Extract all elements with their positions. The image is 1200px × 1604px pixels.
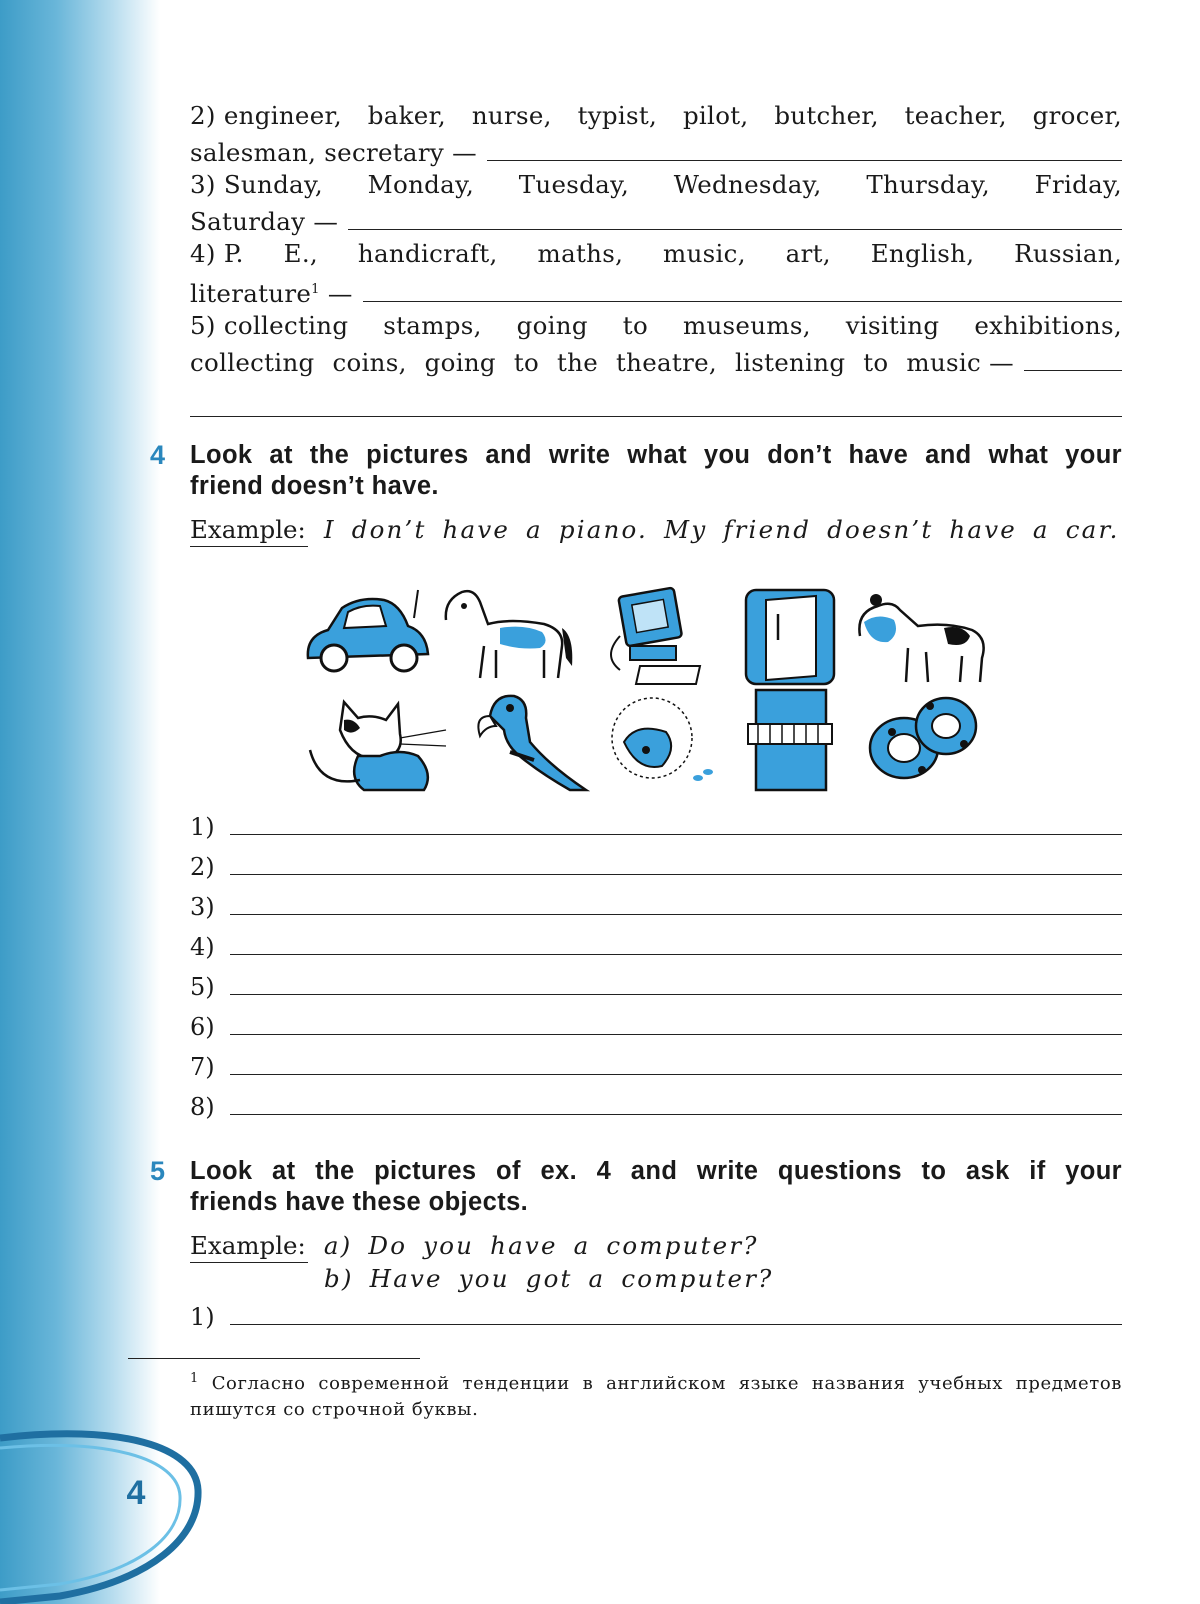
exercise4-number: 4	[150, 440, 166, 470]
answer-number: 5)	[190, 973, 215, 1001]
word: the	[557, 348, 599, 378]
hedgehog-picture	[602, 692, 714, 792]
exercise5-number: 5	[150, 1156, 166, 1186]
answer-number: 8)	[190, 1093, 215, 1121]
example-label: Example:	[190, 514, 308, 547]
word: Wednesday,	[673, 170, 822, 199]
piano-picture	[740, 686, 840, 796]
example-text-b: b) Have you got a computer?	[324, 1264, 774, 1293]
answer-number: 1)	[190, 1303, 215, 1331]
answer-blank[interactable]	[230, 1052, 1122, 1075]
parrot-picture	[470, 686, 590, 796]
word: Tuesday,	[518, 170, 630, 199]
item5-line1	[190, 308, 1122, 344]
computer-picture	[600, 586, 710, 686]
word: pilot,	[682, 101, 749, 130]
answer-line[interactable]	[190, 972, 1122, 1012]
word: Thursday,	[866, 170, 990, 199]
word: 3) Sunday,	[190, 170, 323, 199]
instruction-line: Look at the pictures of ex. 4 and write questions to ask if your	[190, 1157, 1122, 1185]
page-number-oval	[0, 1420, 220, 1604]
word: baker,	[367, 101, 446, 130]
word: typist,	[577, 101, 658, 130]
example-row-b	[190, 1263, 774, 1295]
word: Friday,	[1034, 170, 1122, 199]
word: 2) engineer,	[190, 101, 342, 130]
answer-blank-full[interactable]	[190, 415, 1122, 417]
instruction-line: friend doesn’t have.	[190, 472, 439, 500]
footnote-mark: 1	[311, 282, 320, 297]
dog-picture	[848, 582, 998, 688]
side-color-band	[0, 0, 160, 1604]
word: English,	[870, 239, 975, 268]
answer-number: 1)	[190, 813, 215, 841]
literature-word: literature	[190, 279, 312, 309]
footnote-mark: 1	[190, 1371, 199, 1386]
answer-line[interactable]	[190, 852, 1122, 892]
word: going	[424, 348, 496, 378]
answer-blank[interactable]	[230, 852, 1122, 875]
item3-tail: Saturday —	[190, 207, 339, 236]
answer-blank[interactable]	[348, 203, 1122, 230]
answer-blank[interactable]	[230, 892, 1122, 915]
item2-line2	[190, 134, 1122, 171]
exercise4-answers	[190, 812, 1122, 1132]
exercise5-instruction	[190, 1156, 1122, 1218]
word: going	[516, 311, 588, 341]
exercise5-answers	[190, 1302, 1122, 1342]
instruction-line: Look at the pictures and write what you don’t have and what your	[190, 441, 1122, 469]
word: 4) P.	[190, 239, 244, 268]
answer-blank[interactable]	[487, 134, 1122, 161]
word: music,	[663, 239, 746, 268]
answer-number: 4)	[190, 933, 215, 961]
item4-line1	[190, 236, 1122, 272]
footnote-text: Согласно современной тенденции в английском языке названия учебных предметов пишутся со строчной буквы.	[190, 1373, 1122, 1420]
exercise4-example	[190, 514, 1120, 547]
word: nurse,	[471, 101, 552, 130]
word: to	[622, 311, 648, 341]
item4-line2	[190, 272, 1122, 312]
word: coins,	[332, 348, 407, 378]
item4-tail	[190, 272, 353, 312]
answer-line[interactable]	[190, 812, 1122, 852]
cat-picture	[300, 690, 450, 794]
word: handicraft,	[357, 239, 498, 268]
word: to	[513, 348, 540, 378]
word: museums,	[682, 311, 811, 341]
item2-line1	[190, 98, 1122, 134]
answer-blank[interactable]	[363, 275, 1122, 302]
page-number: 4	[126, 1474, 146, 1512]
horse-picture	[440, 584, 580, 684]
answer-line[interactable]	[190, 1012, 1122, 1052]
example-text-a: a) Do you have a computer?	[323, 1231, 759, 1260]
word: art,	[785, 239, 831, 268]
word: listening	[734, 348, 846, 378]
word: music —	[906, 348, 1014, 378]
word: visiting	[845, 311, 940, 341]
item5-words	[190, 345, 1014, 381]
answer-line[interactable]	[190, 892, 1122, 932]
item3-line1	[190, 167, 1122, 203]
word: Monday,	[367, 170, 475, 199]
answer-blank[interactable]	[230, 932, 1122, 955]
answer-blank[interactable]	[1024, 344, 1122, 371]
word: grocer,	[1032, 101, 1122, 130]
word: collecting	[190, 348, 315, 378]
answer-line[interactable]	[190, 1052, 1122, 1092]
word: E.,	[283, 239, 319, 268]
answer-number: 6)	[190, 1013, 215, 1041]
answer-number: 2)	[190, 853, 215, 881]
answer-blank[interactable]	[230, 1012, 1122, 1035]
answer-number: 7)	[190, 1053, 215, 1081]
answer-blank[interactable]	[230, 972, 1122, 995]
word: butcher,	[774, 101, 879, 130]
word: teacher,	[904, 101, 1007, 130]
word: theatre,	[616, 348, 717, 378]
word: stamps,	[383, 311, 482, 341]
answer-blank[interactable]	[230, 1302, 1122, 1325]
word: maths,	[537, 239, 624, 268]
footnote-divider	[128, 1358, 420, 1359]
answer-number: 3)	[190, 893, 215, 921]
instruction-line: friends have these objects.	[190, 1188, 529, 1216]
answer-line[interactable]	[190, 1302, 1122, 1342]
word: to	[863, 348, 889, 378]
car-picture	[300, 588, 435, 678]
answer-line[interactable]	[190, 1092, 1122, 1132]
dash: —	[319, 279, 353, 309]
exercise3-continuation	[190, 98, 1122, 417]
item2-tail: salesman, secretary —	[190, 138, 477, 167]
answer-line[interactable]	[190, 932, 1122, 972]
answer-blank[interactable]	[230, 1092, 1122, 1115]
answer-blank[interactable]	[230, 812, 1122, 835]
footnote	[190, 1366, 1122, 1423]
example-label: Example:	[190, 1230, 308, 1263]
word: exhibitions,	[974, 311, 1122, 341]
word: 5) collecting	[190, 311, 349, 341]
example-row-a	[190, 1230, 774, 1263]
word: Russian,	[1014, 239, 1122, 268]
item5-line2	[190, 344, 1122, 381]
snake-picture	[866, 692, 982, 786]
fridge-picture	[736, 584, 840, 688]
exercise5-example	[190, 1230, 774, 1295]
item3-line2	[190, 203, 1122, 240]
example-text: I don’t have a piano. My friend doesn’t have a car.	[323, 515, 1120, 544]
pictures-panel	[300, 580, 1000, 800]
exercise4-instruction	[190, 440, 1122, 502]
